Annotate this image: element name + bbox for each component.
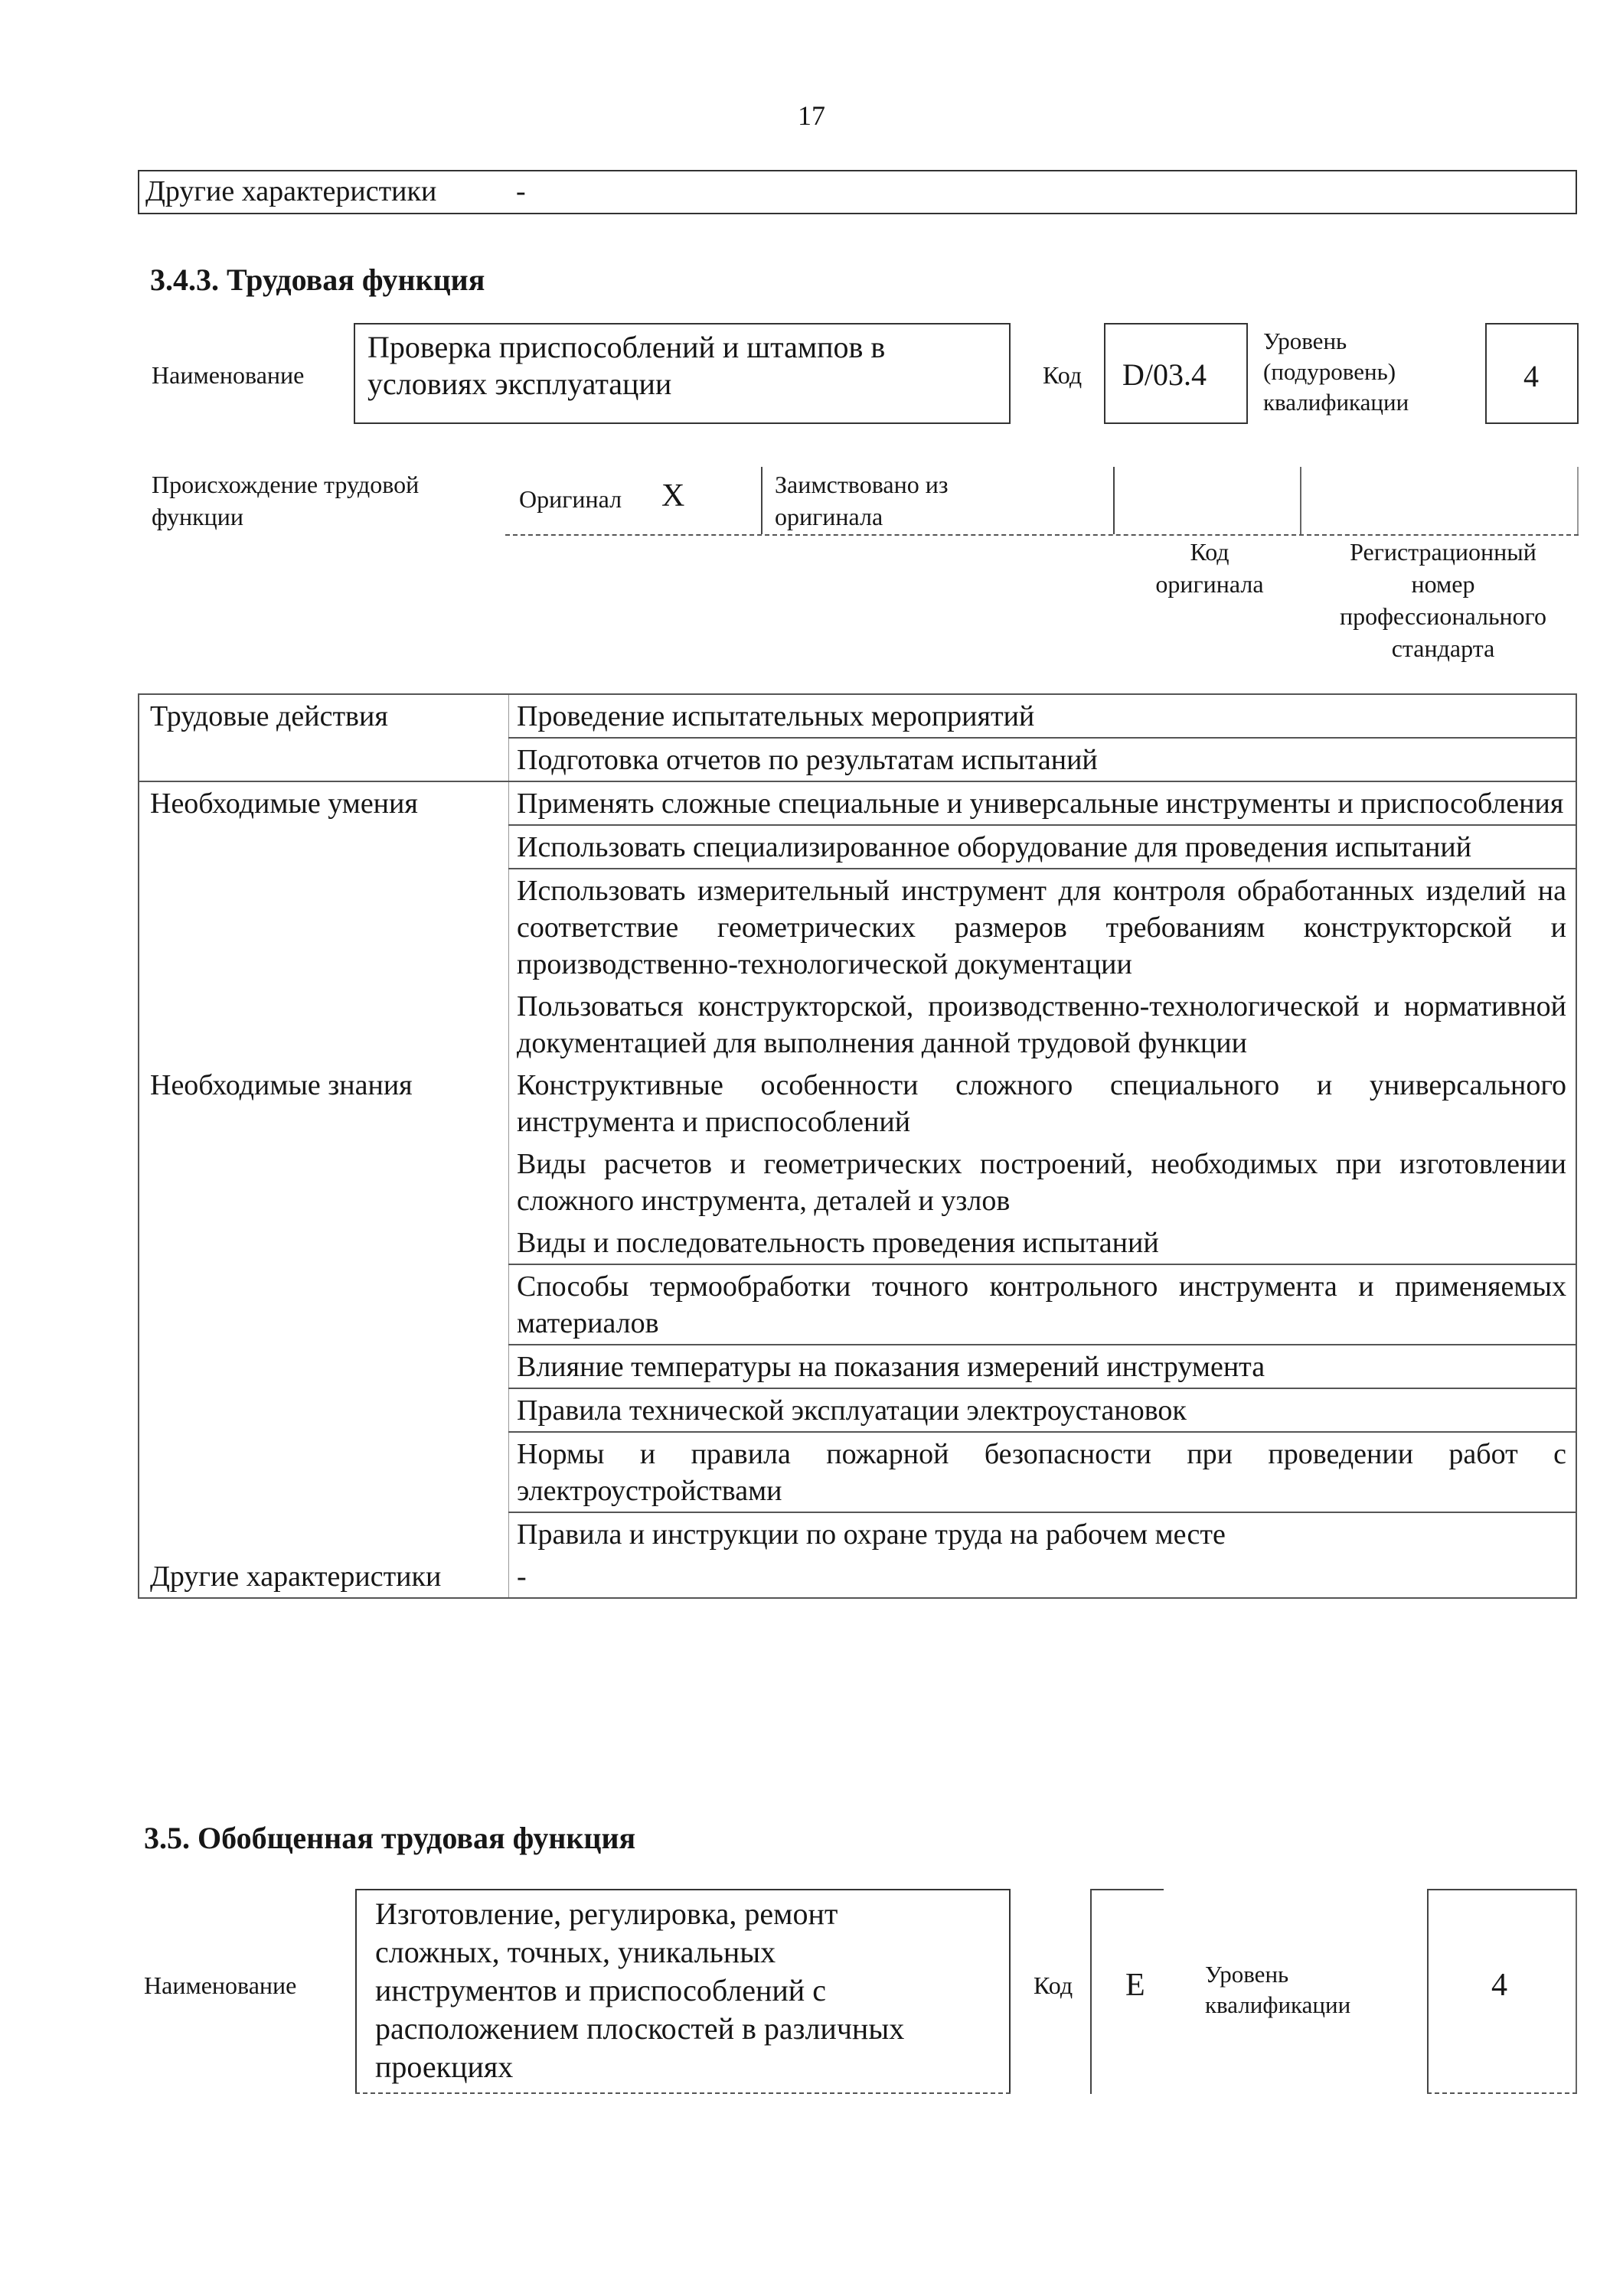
function-name-line2: условиях эксплуатации [367,367,672,401]
list-item: Проведение испытательных мероприятий [509,695,1576,738]
section-35-name-line: проекциях [375,2050,514,2084]
labor-actions-label: Трудовые действия [150,700,388,732]
list-item: Правила технической эксплуатации электроустановок [509,1388,1576,1432]
table-row [139,695,1576,738]
table-row [139,1064,1576,1143]
level-label [1263,326,1409,418]
other-characteristics-row-top [138,170,1577,214]
function-name-line1: Проверка приспособлений и штампов в [367,330,886,364]
section-35-name-label: Наименование [144,1971,297,1999]
section-35-level-underline [1427,2092,1577,2094]
section-35-name-underline [355,2092,1011,2094]
borrowed-label-line2: оригинала [775,503,883,530]
list-item: Использовать специализированное оборудование для проведения испытаний [509,825,1576,869]
level-label-line3: квалификации [1263,389,1409,416]
level-value: 4 [1523,359,1539,393]
section-35-name-line: сложных, точных, уникальных [375,1935,776,1969]
list-item: Нормы и правила пожарной безопасности при проведении работ с электроустройствами [509,1432,1576,1512]
code-original-line2: оригинала [1155,570,1264,598]
list-item: Виды и последовательность проведения испытаний [509,1221,1576,1264]
list-item: Влияние температуры на показания измерений инструмента [509,1345,1576,1388]
list-item: Применять сложные специальные и универсальные инструменты и приспособления [509,781,1576,825]
table-row [139,781,1576,825]
section-35-level-value: 4 [1491,1968,1507,2003]
other-characteristics-label-bottom: Другие характеристики [150,1561,442,1593]
reg-number-line3: профессионального [1339,602,1546,630]
origin-label-line2: функции [152,503,243,530]
code-value: D/03.4 [1122,357,1207,392]
page-number: 17 [798,100,825,131]
section-35-name-box [355,1889,1011,2094]
section-35-level-label-line2: квалификации [1205,1991,1351,2018]
level-label-line1: Уровень [1263,328,1347,354]
section-35-level-label-line1: Уровень [1205,1961,1289,1988]
section-343-title: 3.4.3. Трудовая функция [150,263,485,297]
section-35-name-line: Изготовление, регулировка, ремонт [375,1896,838,1931]
other-characteristics-value: - [516,175,526,207]
name-label: Наименование [152,361,305,389]
list-item: Подготовка отчетов по результатам испытаний [509,738,1576,781]
reg-number-caption [1309,536,1577,664]
list-item: Использовать измерительный инструмент для контроля обработанных изделий на соответствие геометрических размеров требованиям конструкторской и производственно-технологической документации [509,869,1576,985]
reg-number-line1: Регистрационный [1350,538,1536,566]
section-35-name-text [357,1890,1009,2086]
code-box [1104,323,1248,424]
origin-divider [761,467,763,534]
reg-number-divider [1300,467,1301,534]
section-35-name-line: инструментов и приспособлений с [375,1973,826,2007]
reg-number-line4: стандарта [1391,634,1495,662]
level-box [1485,323,1579,424]
borrowed-label-line1: Заимствовано из [775,471,949,498]
code-label: Код [1043,361,1083,389]
list-item: Виды расчетов и геометрических построений, необходимых при изготовлении сложного инструмента, деталей и узлов [509,1143,1576,1221]
origin-right-edge [1577,467,1579,534]
reg-number-line2: номер [1411,570,1475,598]
skills-label: Необходимые умения [139,781,509,1064]
code-original-caption [1125,536,1294,600]
function-details-table [138,693,1577,1599]
knowledge-label: Необходимые знания [150,1069,413,1101]
other-characteristics-value-bottom: - [509,1555,1576,1597]
function-name-box [354,323,1011,424]
list-item: Правила и инструкции по охране труда на рабочем месте [509,1512,1576,1555]
other-characteristics-label: Другие характеристики [145,175,437,207]
section-35-level-label [1205,1959,1350,2020]
code-original-line1: Код [1190,538,1229,566]
section-35-code-label: Код [1034,1971,1073,1999]
list-item: Пользоваться конструкторской, производственно-технологической и нормативной документацией для выполнения данной трудовой функции [509,985,1576,1064]
section-35-code-top-border [1090,1889,1164,1890]
list-item: Конструктивные особенности сложного специального и универсального инструмента и приспособлений [509,1064,1576,1143]
original-mark: X [661,478,685,514]
section-35-level-box [1427,1889,1577,2094]
section-35-code-value: E [1125,1968,1145,2003]
code-original-divider [1113,467,1115,534]
section-35-code-left-border [1090,1889,1092,2094]
section-35-name-line: расположением плоскостей в различных [375,2011,905,2046]
original-label: Оригинал [519,485,622,513]
section-35-title: 3.5. Обобщенная трудовая функция [144,1821,636,1855]
table-row [139,1555,1576,1597]
origin-label [152,468,419,533]
level-label-line2: (подуровень) [1263,358,1396,385]
list-item: Способы термообработки точного контрольного инструмента и применяемых материалов [509,1264,1576,1345]
origin-label-line1: Происхождение трудовой [152,471,420,498]
borrowed-label [775,468,948,533]
